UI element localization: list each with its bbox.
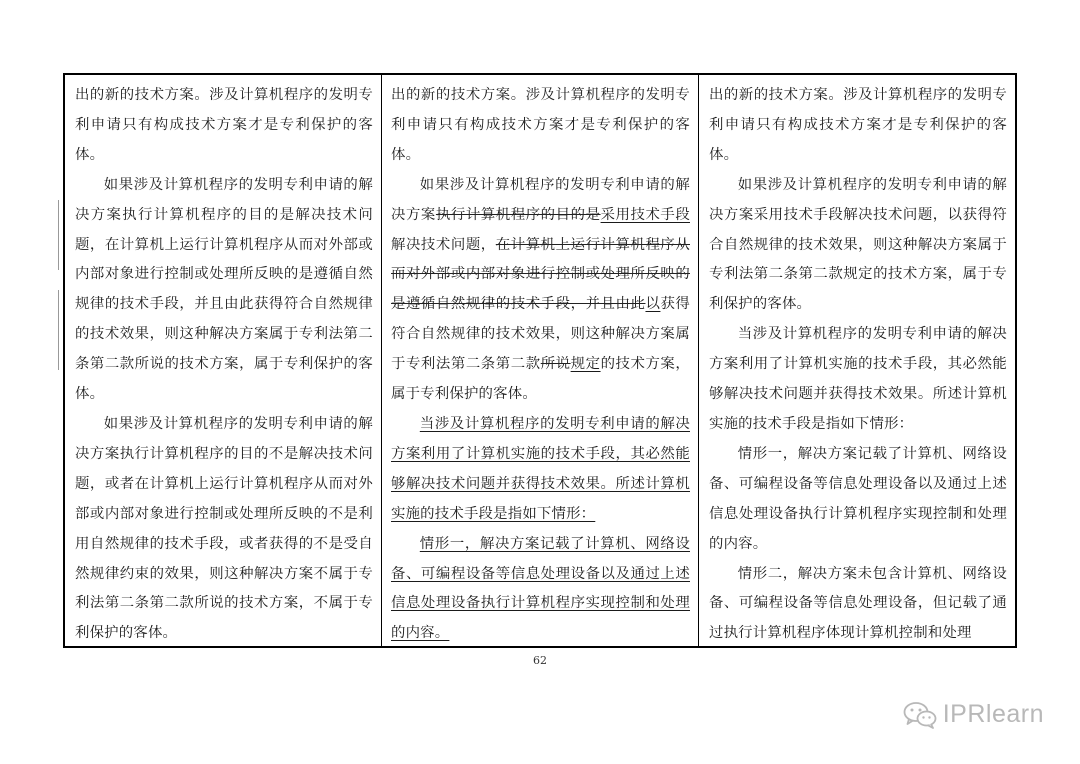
text-run: 如果涉及计算机程序的发明专利申请的解决方案 (391, 176, 690, 223)
comparison-table (63, 73, 1017, 648)
text-run: 获得符合自然规律的技术效果，则这种解决方案属于专利法第二条第二款 (391, 296, 690, 373)
paragraph: 出的新的技术方案。涉及计算机程序的发明专利申请只有构成技术方案才是专利保护的客体。 (75, 87, 373, 163)
inserted-text: 当涉及计算机程序的发明专利申请的解决方案利用了计算机实施的技术手段，其必然能够解决技术问题并获得技术效果。所述计算机实施的技术手段是指如下情形： (391, 415, 690, 522)
page-number: 62 (533, 654, 547, 667)
paragraph-tracked-changes (391, 171, 690, 410)
revision-margin-mark (58, 290, 59, 370)
paragraph: 如果涉及计算机程序的发明专利申请的解决方案执行计算机程序的目的不是解决技术问题，或者在计算机上运行计算机程序从而对外部或内部对象进行控制或处理所反映的不是利用自然规律的技术手段，或者获得的不是受自然规律约束的效果，则这种解决方案不属于专利法第二条第二款所说的技术方案，不属于专利保护的客体。 (75, 415, 373, 642)
deleted-text: 在计算机上运行计算机程序从而对外部或内部对象进行控制或处理所反映的是遵循自然规律的技术手段，并且由此 (391, 236, 690, 313)
paragraph: 情形一，解决方案记载了计算机、网络设备、可编程设备等信息处理设备以及通过上述信息处理设备执行计算机程序实现控制和处理的内容。 (709, 445, 1007, 552)
paragraph: 情形二，解决方案未包含计算机、网络设备、可编程设备等信息处理设备，但记载了通过执行计算机程序体现计算机控制和处理 (709, 565, 1007, 642)
column-revision-markup (382, 75, 699, 646)
inserted-text: 规定 (570, 356, 601, 373)
paragraph: 出的新的技术方案。涉及计算机程序的发明专利申请只有构成技术方案才是专利保护的客体。 (709, 87, 1007, 163)
paragraph-inserted (391, 530, 690, 646)
deleted-text: 所说 (540, 356, 571, 373)
wechat-icon (903, 701, 937, 729)
inserted-text: 以 (645, 296, 661, 313)
column-original (65, 75, 382, 646)
watermark-text: IPRlearn (942, 700, 1044, 728)
column-revised (699, 75, 1015, 646)
watermark (903, 700, 1044, 729)
paragraph-inserted (391, 410, 690, 530)
text-run: 解决技术问题， (391, 236, 496, 253)
text-run: 的技术方案，属于专利保护的客体。 (391, 356, 690, 403)
paragraph: 出的新的技术方案。涉及计算机程序的发明专利申请只有构成技术方案才是专利保护的客体。 (391, 87, 690, 163)
paragraph: 当涉及计算机程序的发明专利申请的解决方案利用了计算机实施的技术手段，其必然能够解决技术问题并获得技术效果。所述计算机实施的技术手段是指如下情形： (709, 326, 1007, 432)
paragraph: 如果涉及计算机程序的发明专利申请的解决方案采用技术手段解决技术问题，以获得符合自然规律的技术效果，则这种解决方案属于专利法第二条第二款规定的技术方案，属于专利保护的客体。 (709, 176, 1007, 313)
deleted-text: 执行计算机程序的目的是 (435, 206, 601, 223)
inserted-text: 采用技术手段 (600, 206, 690, 223)
inserted-text: 情形一，解决方案记载了计算机、网络设备、可编程设备等信息处理设备以及通过上述信息处理设备执行计算机程序实现控制和处理的内容。 (391, 535, 690, 642)
revision-margin-mark (58, 200, 59, 270)
paragraph: 如果涉及计算机程序的发明专利申请的解决方案执行计算机程序的目的是解决技术问题，在计算机上运行计算机程序从而对外部或内部对象进行控制或处理所反映的是遵循自然规律的技术手段，并且由此获得符合自然规律的技术效果，则这种解决方案属于专利法第二条第二款所说的技术方案，属于专利保护的客体。 (75, 176, 373, 403)
